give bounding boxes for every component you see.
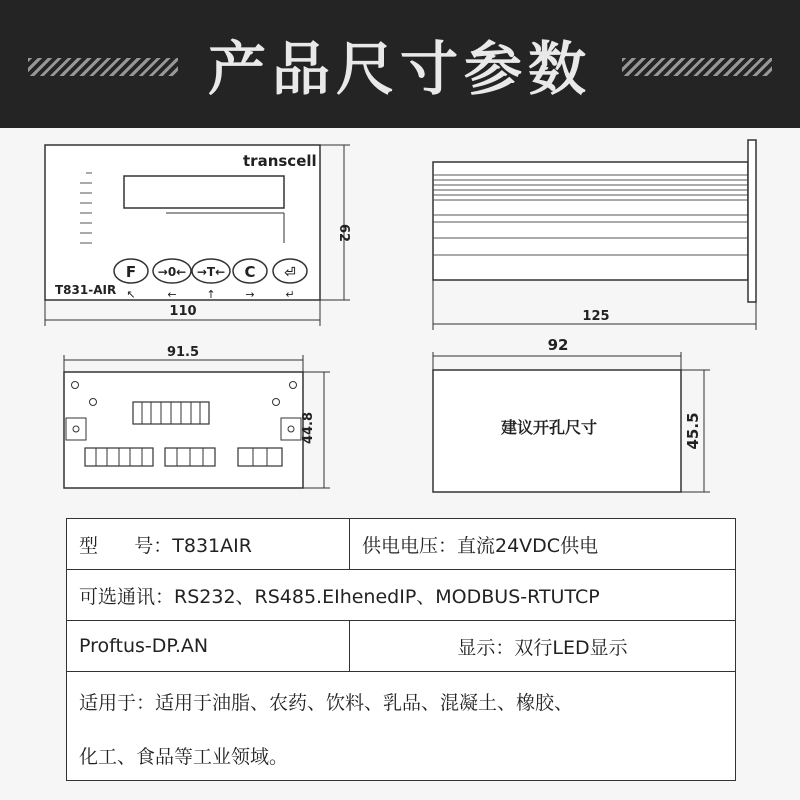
terminal-block-3: [238, 448, 282, 466]
comm-cell: 可选通讯：RS232、RS485.EIhenedIP、MODBUS-RTUTCP: [67, 570, 736, 621]
table-row: [67, 672, 736, 731]
page-title: 产品尺寸参数: [207, 35, 592, 103]
rear-panel-outline: [64, 372, 303, 488]
table-row: [67, 519, 736, 570]
model-cell: [67, 519, 350, 570]
arrow-up-icon: ↑: [206, 288, 216, 301]
rear-height-dim: 44.8: [301, 411, 316, 445]
table-row: [67, 570, 736, 621]
dimension-diagram: [0, 128, 800, 513]
key-c-label: C: [244, 263, 256, 281]
profibus-cell: Proftus-DP.AN: [67, 621, 350, 672]
arrow-right-icon: →: [245, 288, 255, 301]
brand-logo: transcell: [243, 152, 317, 170]
side-length-dim: 125: [582, 309, 610, 324]
key-tare-label: →T←: [196, 265, 226, 279]
model-value: T831AIR: [172, 534, 252, 557]
cutout-width-dim: 92: [547, 336, 569, 354]
usage-cell-line1: 适用于：适用于油脂、农药、饮料、乳品、混凝土、橡胶、: [67, 672, 736, 731]
stripe-decoration-right: [622, 58, 772, 76]
front-view: [45, 145, 351, 326]
arrow-return-icon: ↵: [285, 288, 295, 301]
side-view: [433, 140, 756, 330]
display-cell: 显示：双行LED显示: [350, 621, 736, 672]
power-cell: 供电电压：直流24VDC供电: [350, 519, 736, 570]
key-zero-label: →0←: [157, 265, 187, 279]
led-display-window: [124, 176, 284, 208]
rear-width-dim: 91.5: [166, 345, 200, 360]
header-banner: [0, 0, 800, 128]
rear-view: [64, 345, 330, 488]
model-label: T831-AIR: [55, 283, 117, 297]
cutout-view: [433, 336, 710, 492]
front-width-dim: 110: [169, 304, 197, 319]
rear-clip-left: [66, 418, 86, 440]
table-row: [67, 621, 736, 672]
front-height-dim: 62: [336, 223, 351, 243]
key-enter-label: ⏎: [284, 265, 296, 281]
arrow-left-icon: ←: [167, 288, 177, 301]
cutout-label: 建议开孔尺寸: [500, 418, 598, 437]
cutout-height-dim: 45.5: [684, 412, 702, 450]
spec-table: [66, 518, 736, 781]
rear-clip-right: [281, 418, 301, 440]
table-row: [67, 730, 736, 781]
usage-cell-line2: 化工、食品等工业领域。: [67, 730, 736, 781]
key-f-label: F: [125, 263, 137, 281]
model-label: 型 号：: [79, 534, 173, 557]
side-flange: [748, 140, 756, 302]
arrow-upleft-icon: ↖: [126, 288, 136, 301]
